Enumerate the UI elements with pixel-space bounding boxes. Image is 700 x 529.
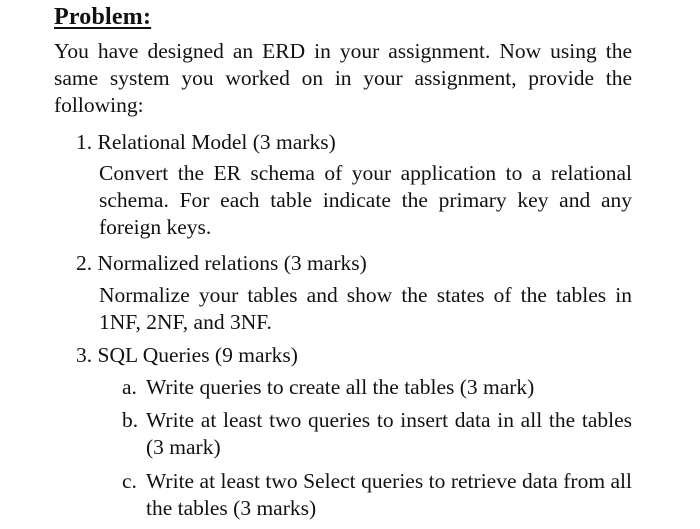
- item-1-number: 1.: [76, 130, 93, 154]
- item-3-title: SQL Queries (9 marks): [97, 343, 298, 367]
- subitem-a-marker: a.: [122, 375, 137, 399]
- problem-heading: Problem:: [54, 4, 152, 30]
- item-1-title-line: [76, 129, 336, 156]
- subitem-a-text: Write queries to create all the tables (3 mark): [146, 375, 535, 399]
- item-2-title-line: [76, 250, 367, 277]
- intro-paragraph: You have designed an ERD in your assignment. Now using the same system you worked on in your assignment, provide the following:: [54, 39, 632, 117]
- item-2-title: Normalized relations (3 marks): [97, 251, 367, 275]
- item-2-number: 2.: [76, 251, 93, 275]
- item-3-number: 3.: [76, 343, 93, 367]
- item-3-title-line: [76, 342, 298, 369]
- item-1-body: Convert the ER schema of your application to a relational schema. For each table indicate the primary key and any foreign keys.: [99, 161, 632, 239]
- subitem-b-marker: b.: [122, 408, 139, 432]
- subitem-b-text: Write at least two queries to insert data in all the tables (3 mark): [146, 408, 632, 459]
- item-1-title: Relational Model (3 marks): [97, 130, 336, 154]
- subitem-c-text: Write at least two Select queries to retrieve data from all the tables (3 marks): [146, 469, 632, 520]
- item-2-body: Normalize your tables and show the states of the tables in 1NF, 2NF, and 3NF.: [99, 283, 632, 334]
- subitem-c-marker: c.: [122, 469, 137, 493]
